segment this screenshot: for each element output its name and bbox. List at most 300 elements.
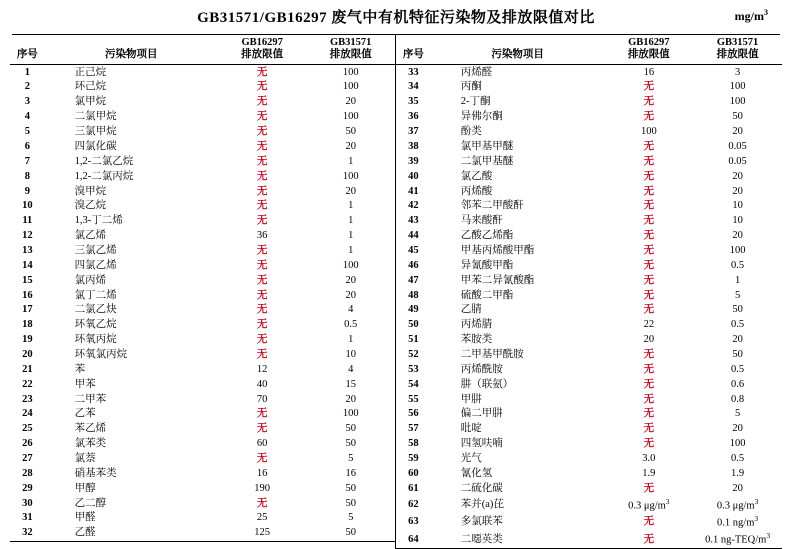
header-no: 序号: [396, 35, 431, 65]
cell-pollutant-name: 二氯甲烷: [74, 111, 117, 123]
cell-pollutant-name: 环己烷: [74, 81, 107, 93]
table-row: [10, 65, 395, 80]
cell-no: 2: [24, 81, 30, 93]
cell-gb16297-value: 无: [643, 516, 655, 528]
cell-gb31571-value: 0.1 $ng/m^3$: [717, 513, 759, 529]
table-row: [10, 80, 395, 95]
cell-gb16297-value: 无: [643, 304, 655, 316]
cell-gb31571-value: 0.5: [344, 319, 358, 331]
cell-pollutant-name: 环氧乙烷: [74, 319, 117, 331]
cell-gb31571-value: 0.6: [731, 378, 745, 390]
table-row: [396, 80, 782, 95]
cell-gb31571-value: 3: [734, 66, 741, 78]
cell-no: 6: [24, 140, 30, 152]
table-row: [396, 318, 782, 333]
table-row: [10, 214, 395, 229]
cell-gb31571-value: 20: [732, 423, 743, 435]
table-row: [396, 243, 782, 258]
cell-gb16297-value: 无: [643, 438, 655, 450]
header-gb31571: [693, 35, 782, 65]
table-row: [10, 362, 395, 377]
cell-pollutant-name: 偏二甲肼: [460, 408, 503, 420]
cell-no: 52: [408, 348, 419, 360]
cell-no: 22: [22, 378, 33, 390]
table-row: [10, 125, 395, 140]
header-gb31571-std: GB31571: [330, 37, 372, 48]
cell-gb31571-value: 100: [342, 111, 359, 123]
cell-pollutant-name: 苯胺类: [460, 334, 493, 346]
cell-pollutant-name: 二噁英类: [431, 531, 605, 549]
table-row: [10, 347, 395, 362]
cell-pollutant-name: 苯: [74, 363, 86, 375]
cell-no: 37: [408, 126, 419, 138]
cell-pollutant-name: 丙酮: [460, 81, 482, 93]
cell-pollutant-name: 1,2-二氯丙烷: [74, 170, 134, 182]
cell-no: 25: [22, 423, 33, 435]
table-row: [396, 214, 782, 229]
cell-gb16297-value: 无: [643, 96, 655, 108]
cell-no: 12: [22, 230, 33, 242]
cell-gb16297-value: 1.9: [642, 467, 656, 479]
table-row: [396, 229, 782, 244]
cell-no: 30: [22, 497, 33, 509]
table-row: [10, 154, 395, 169]
cell-gb31571-value: 20: [345, 393, 356, 405]
cell-no: 32: [10, 526, 45, 541]
cell-gb16297-value: 无: [643, 393, 655, 405]
cell-gb31571-value: 5: [348, 452, 354, 464]
table-row: [396, 333, 782, 348]
cell-gb31571-value: 4: [348, 363, 354, 375]
cell-pollutant-name: 溴乙烷: [74, 200, 107, 212]
cell-gb31571-value: 20: [732, 230, 743, 242]
cell-pollutant-name: 苯并(a)芘: [460, 498, 504, 510]
header-pollutant: 污染物项目: [45, 35, 218, 65]
cell-gb31571-value: 20: [732, 126, 743, 138]
cell-pollutant-name: 氯甲基甲醚: [460, 140, 514, 152]
cell-pollutant-name: 氰化氢: [460, 467, 493, 479]
cell-gb16297-value: 无: [643, 111, 655, 123]
cell-gb16297-value: 无: [643, 215, 655, 227]
cell-pollutant-name: 氯乙烯: [74, 230, 107, 242]
cell-gb16297-value: 无: [256, 259, 268, 271]
cell-gb16297-value: 70: [256, 393, 268, 405]
cell-gb31571-value: 50: [732, 111, 743, 123]
cell-gb31571-value: 50: [345, 126, 356, 138]
cell-pollutant-name: 正己烷: [74, 66, 107, 78]
cell-pollutant-name: 氯萘: [74, 452, 96, 464]
cell-gb31571-value: 50: [732, 304, 743, 316]
cell-pollutant-name: 二氯甲基醚: [460, 155, 514, 167]
cell-pollutant-name: 丙烯腈: [460, 319, 493, 331]
cell-gb31571-value: 0.5: [731, 259, 745, 271]
cell-pollutant-name: 异氰酸甲酯: [460, 259, 514, 271]
cell-gb16297-value: 40: [256, 378, 268, 390]
table-row: [396, 288, 782, 303]
cell-no: 54: [408, 378, 419, 390]
table-row: [396, 169, 782, 184]
table-row: [396, 407, 782, 422]
cell-pollutant-name: 四氯化碳: [74, 140, 117, 152]
cell-gb31571-value: 50: [345, 438, 356, 450]
cell-gb31571-value: 5: [348, 512, 354, 524]
table-row: [396, 95, 782, 110]
cell-gb16297-value: 无: [256, 334, 268, 346]
cell-no: 49: [408, 304, 419, 316]
cell-gb31571-value: 1: [348, 200, 354, 212]
cell-gb31571-value: 5: [734, 289, 741, 301]
cell-gb16297-value: 125: [218, 526, 307, 541]
cell-gb16297-value: 无: [643, 289, 655, 301]
cell-gb31571-value: 50: [345, 482, 356, 494]
header-gb16297-std: GB16297: [628, 37, 670, 48]
cell-gb31571-value: 20: [732, 482, 743, 494]
table-row: [396, 347, 782, 362]
header-gb16297: [218, 35, 307, 65]
cell-pollutant-name: 氯苯类: [74, 438, 107, 450]
cell-gb31571-value: 100: [342, 170, 359, 182]
header-pollutant: 污染物项目: [431, 35, 605, 65]
cell-gb16297-value: 无: [643, 348, 655, 360]
cell-gb16297-value: 无: [256, 274, 268, 286]
cell-no: 58: [408, 438, 419, 450]
table-row: [396, 154, 782, 169]
cell-pollutant-name: 硝基苯类: [74, 467, 117, 479]
table-row: [10, 526, 395, 541]
table-row: [10, 451, 395, 466]
cell-no: 55: [408, 393, 419, 405]
cell-pollutant-name: 乙醛: [45, 526, 218, 541]
table-row: [10, 333, 395, 348]
cell-pollutant-name: 氯丁二烯: [74, 289, 117, 301]
table-row: [396, 513, 782, 530]
cell-gb16297-value: 无: [256, 185, 268, 197]
cell-pollutant-name: 丙烯酰胺: [460, 363, 503, 375]
cell-gb31571-value: 1.9: [731, 467, 745, 479]
cell-gb31571-value: 0.5: [731, 452, 745, 464]
cell-pollutant-name: 甲醇: [74, 482, 96, 494]
table-row: [396, 466, 782, 481]
cell-no: 23: [22, 393, 33, 405]
cell-pollutant-name: 乙二醇: [74, 497, 107, 509]
cell-gb16297-value: 无: [643, 408, 655, 420]
table-row: [10, 139, 395, 154]
table-row: [10, 377, 395, 392]
table-row: [10, 511, 395, 526]
cell-gb16297-value: 无: [643, 230, 655, 242]
cell-no: 18: [22, 319, 33, 331]
cell-gb16297-value: 100: [640, 126, 657, 138]
table-row: [396, 377, 782, 392]
cell-no: 9: [24, 185, 30, 197]
cell-pollutant-name: 苯乙烯: [74, 423, 107, 435]
cell-gb16297-value: 无: [643, 140, 655, 152]
table-row: [10, 243, 395, 258]
cell-pollutant-name: 氯乙酸: [460, 170, 493, 182]
cell-no: 28: [22, 467, 33, 479]
cell-gb16297-value: 无: [643, 363, 655, 375]
cell-no: 8: [24, 170, 30, 182]
cell-pollutant-name: 肼（联氨）: [460, 378, 514, 390]
cell-no: 17: [22, 304, 33, 316]
table-row: [396, 481, 782, 496]
table-left: [10, 35, 396, 549]
table-row: [396, 65, 782, 80]
cell-gb31571-value: 4: [348, 304, 354, 316]
cell-gb31571-value: 10: [732, 215, 743, 227]
table-row: [396, 273, 782, 288]
cell-gb31571-value: 100: [729, 96, 746, 108]
cell-gb16297-value: 无: [256, 244, 268, 256]
pollutant-table-right: [396, 35, 782, 549]
cell-gb16297-value: 无: [256, 423, 268, 435]
cell-no: 51: [408, 334, 419, 346]
cell-gb16297-value: 无: [643, 200, 655, 212]
cell-pollutant-name: 丙烯醛: [460, 66, 493, 78]
cell-gb31571-value: 50: [345, 497, 356, 509]
cell-no: 40: [408, 170, 419, 182]
cell-gb31571-value: 20: [345, 289, 356, 301]
table-row: [10, 422, 395, 437]
cell-gb16297-value: 190: [254, 482, 271, 494]
cell-pollutant-name: 多氯联苯: [460, 516, 503, 528]
cell-gb31571-value: 0.05: [728, 155, 747, 167]
table-row: [396, 437, 782, 452]
cell-gb31571-value: 1: [348, 155, 354, 167]
cell-pollutant-name: 异佛尔酮: [460, 111, 503, 123]
cell-no: 27: [22, 452, 33, 464]
cell-gb16297-value: 无: [643, 274, 655, 286]
header-no: 序号: [10, 35, 45, 65]
cell-no: 45: [408, 244, 419, 256]
cell-gb31571-value: 20: [345, 96, 356, 108]
table-row: [10, 273, 395, 288]
cell-no: 48: [408, 289, 419, 301]
cell-pollutant-name: 二甲苯: [74, 393, 107, 405]
cell-gb31571-value: 20: [345, 140, 356, 152]
table-row: [10, 229, 395, 244]
cell-gb31571-value: 20: [732, 170, 743, 182]
cell-no: 31: [22, 512, 33, 524]
cell-gb31571-value: 100: [729, 438, 746, 450]
header-gb31571: [306, 35, 395, 65]
table-row: [10, 392, 395, 407]
cell-gb16297-value: 无: [604, 531, 693, 549]
cell-gb31571-value: 100: [729, 81, 746, 93]
cell-gb31571-value: 0.5: [731, 363, 745, 375]
cell-gb31571-value: 10: [345, 348, 356, 360]
cell-pollutant-name: 环氧丙烷: [74, 334, 117, 346]
table-row: [396, 303, 782, 318]
cell-gb16297-value: 无: [643, 81, 655, 93]
pollutant-table-left: [10, 35, 395, 542]
cell-no: 19: [22, 334, 33, 346]
cell-gb16297-value: 无: [256, 96, 268, 108]
cell-gb31571-value: 0.5: [731, 319, 745, 331]
cell-no: 24: [22, 408, 33, 420]
cell-gb31571-value: 0.8: [731, 393, 745, 405]
table-body-left: [10, 65, 395, 542]
header-gb31571-std: GB31571: [716, 37, 759, 48]
cell-gb31571-value: 0.05: [728, 140, 747, 152]
cell-gb31571-value: 1: [348, 215, 354, 227]
cell-no: 14: [22, 259, 33, 271]
page-title: GB31571/GB16297 废气中有机特征污染物及排放限值对比: [197, 10, 595, 26]
cell-gb16297-value: 无: [256, 289, 268, 301]
cell-pollutant-name: 2-丁酮: [460, 96, 491, 108]
cell-gb31571-value: 15: [345, 378, 356, 390]
cell-no: 3: [24, 96, 30, 108]
cell-pollutant-name: 丙烯酸: [460, 185, 493, 197]
cell-gb16297-value: 无: [256, 215, 268, 227]
cell-gb16297-value: 20: [643, 334, 655, 346]
cell-gb31571-value: 0.1 $ng-TEQ/m^3$: [693, 531, 782, 549]
cell-pollutant-name: 溴甲烷: [74, 185, 107, 197]
cell-no: 53: [408, 363, 419, 375]
cell-no: 63: [408, 516, 419, 528]
cell-no: 38: [408, 140, 419, 152]
cell-gb16297-value: 36: [256, 230, 268, 242]
header-gb16297: [604, 35, 693, 65]
header-gb31571-limit: 排放限值: [716, 49, 759, 61]
table-row: [10, 169, 395, 184]
table-row: [396, 110, 782, 125]
cell-pollutant-name: 氯丙烯: [74, 274, 107, 286]
cell-gb31571-value: 100: [342, 66, 359, 78]
cell-gb31571-value: 50: [306, 526, 395, 541]
cell-no: 1: [24, 66, 30, 78]
cell-gb31571-value: 100: [729, 244, 746, 256]
cell-pollutant-name: 光气: [460, 452, 482, 464]
cell-gb16297-value: 60: [256, 438, 268, 450]
cell-gb16297-value: 无: [643, 155, 655, 167]
cell-gb31571-value: 20: [732, 334, 743, 346]
cell-gb16297-value: 无: [256, 348, 268, 360]
table-row: [396, 392, 782, 407]
cell-no: 4: [24, 111, 30, 123]
cell-gb31571-value: 1: [348, 230, 354, 242]
cell-pollutant-name: 乙苯: [74, 408, 96, 420]
table-row: [10, 303, 395, 318]
cell-no: 57: [408, 423, 419, 435]
header-gb16297-limit: 排放限值: [241, 49, 284, 61]
cell-pollutant-name: 四氯乙烯: [74, 259, 117, 271]
cell-no: 60: [408, 467, 419, 479]
cell-pollutant-name: 乙腈: [460, 304, 482, 316]
cell-pollutant-name: 硫酸二甲酯: [460, 289, 514, 301]
table-row: [10, 184, 395, 199]
cell-gb16297-value: 无: [256, 319, 268, 331]
header-gb16297-limit: 排放限值: [627, 49, 670, 61]
cell-no: 46: [408, 259, 419, 271]
table-row: [396, 496, 782, 513]
cell-no: 64: [396, 531, 431, 549]
comparison-tables: [10, 35, 782, 549]
table-row: [396, 125, 782, 140]
cell-no: 61: [408, 482, 419, 494]
table-row: [396, 362, 782, 377]
cell-gb16297-value: 12: [256, 363, 268, 375]
cell-no: 35: [408, 96, 419, 108]
cell-gb31571-value: 16: [345, 467, 356, 479]
cell-pollutant-name: 乙酸乙烯酯: [460, 230, 514, 242]
cell-gb16297-value: 无: [643, 259, 655, 271]
cell-gb16297-value: 无: [643, 482, 655, 494]
cell-no: 7: [24, 155, 30, 167]
cell-no: 34: [408, 81, 419, 93]
table-row: [396, 199, 782, 214]
cell-pollutant-name: 马来酸酐: [460, 215, 503, 227]
table-row: [396, 184, 782, 199]
title-row: [10, 6, 782, 32]
cell-no: 36: [408, 111, 419, 123]
table-row: [10, 288, 395, 303]
cell-pollutant-name: 二硫化碳: [460, 482, 503, 494]
cell-pollutant-name: 二甲基甲酰胺: [460, 348, 524, 360]
cell-no: 10: [22, 200, 33, 212]
cell-pollutant-name: 氯甲烷: [74, 96, 107, 108]
unit-label: $mg/m^3$: [734, 8, 768, 23]
cell-pollutant-name: 吡啶: [460, 423, 482, 435]
cell-no: 62: [408, 498, 419, 510]
cell-gb31571-value: 50: [732, 348, 743, 360]
cell-pollutant-name: 甲肼: [460, 393, 482, 405]
cell-gb31571-value: 20: [345, 274, 356, 286]
cell-gb16297-value: 无: [643, 185, 655, 197]
cell-gb31571-value: 50: [345, 423, 356, 435]
cell-gb31571-value: 1: [348, 334, 354, 346]
cell-gb31571-value: 100: [342, 259, 359, 271]
table-row: [10, 258, 395, 273]
cell-no: 29: [22, 482, 33, 494]
cell-gb16297-value: 无: [256, 408, 268, 420]
cell-gb16297-value: 无: [256, 111, 268, 123]
cell-pollutant-name: 酚类: [460, 126, 482, 138]
cell-gb16297-value: 无: [256, 140, 268, 152]
table-row: [10, 95, 395, 110]
cell-no: 26: [22, 438, 33, 450]
cell-no: 50: [408, 319, 419, 331]
table-header-row: [396, 35, 782, 65]
table-row: [10, 318, 395, 333]
cell-gb16297-value: 16: [643, 66, 655, 78]
cell-gb31571-value: 1: [348, 244, 354, 256]
cell-gb31571-value: 20: [732, 185, 743, 197]
cell-no: 20: [22, 348, 33, 360]
cell-pollutant-name: 三氯乙烯: [74, 244, 117, 256]
table-row: [396, 422, 782, 437]
cell-gb31571-value: 1: [734, 274, 741, 286]
cell-gb16297-value: 无: [256, 81, 268, 93]
cell-no: 21: [22, 363, 33, 375]
cell-gb16297-value: 3.0: [642, 452, 656, 464]
table-body-right: [396, 65, 782, 549]
cell-gb16297-value: 无: [256, 66, 268, 78]
cell-gb31571-value: 0.3 $\mu g/m^3$: [716, 496, 759, 512]
table-row: [396, 258, 782, 273]
cell-gb16297-value: 无: [256, 304, 268, 316]
table-row: [10, 466, 395, 481]
cell-no: 56: [408, 408, 419, 420]
cell-no: 5: [24, 126, 30, 138]
header-gb16297-std: GB16297: [241, 37, 283, 48]
cell-no: 39: [408, 155, 419, 167]
table-header-row: [10, 35, 395, 65]
cell-no: 11: [22, 215, 33, 227]
table-row: [10, 437, 395, 452]
cell-gb31571-value: 20: [345, 185, 356, 197]
cell-pollutant-name: 甲基丙烯酸甲酯: [460, 244, 535, 256]
